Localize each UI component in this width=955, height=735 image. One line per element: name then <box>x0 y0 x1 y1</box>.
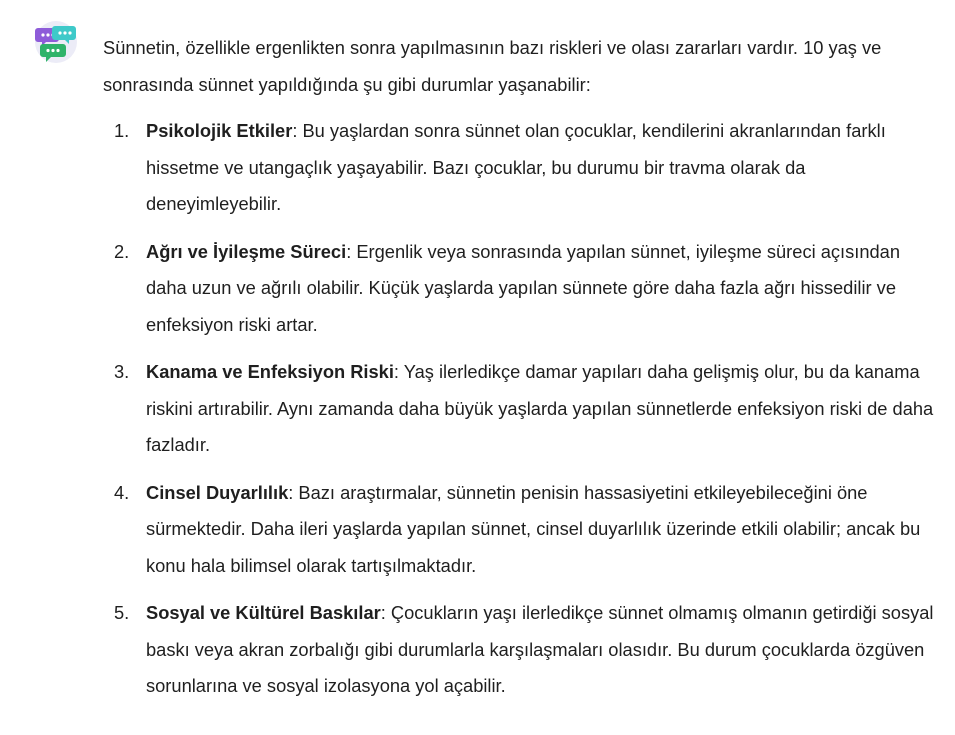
list-item <box>103 595 938 705</box>
list-item-term: Psikolojik Etkiler <box>146 120 293 141</box>
message-content <box>103 30 938 716</box>
list-item-number: 4. <box>114 481 130 503</box>
list-item-term: Cinsel Duyarlılık <box>146 481 289 503</box>
list-item-text: : Bazı araştırmalar, sünnetin penisin hassasiyetini etkileyebileceğini öne sürmektedir. Daha ileri yaşlarda yapılan sünnet, cinsel duyarlılık üzerinde etkili olabilir; ancak bu konu hala bilimsel olarak tartışılmaktadır. <box>146 481 921 576</box>
message-intro: Sünnetin, özellikle ergenlikten sonra yapılmasının bazı riskleri ve olası zararları vardır. 10 yaş ve sonrasında sünnet yapıldığında şu gibi durumlar yaşanabilir: <box>103 37 882 95</box>
list-item-text: : Ergenlik veya sonrasında yapılan sünnet, iyileşme süreci açısından daha uzun ve ağrılı olabilir. Küçük yaşlarda yapılan sünnete göre daha fazla ağrı hissedilir ve enfeksiyon riski artar. <box>146 240 900 335</box>
list-item-number: 5. <box>114 602 130 623</box>
list-item-term: Sosyal ve Kültürel Baskılar <box>146 602 381 623</box>
list-item <box>103 234 938 344</box>
list-item <box>103 113 938 223</box>
chat-bubbles-icon <box>34 20 78 64</box>
list-item-term: Ağrı ve İyileşme Süreci <box>146 240 347 262</box>
list-item-number: 1. <box>114 120 130 141</box>
list-item <box>103 354 938 464</box>
risk-list <box>103 113 938 705</box>
list-item-text: : Yaş ilerledikçe damar yapıları daha gelişmiş olur, bu da kanama riskini artırabilir. Aynı zamanda daha büyük yaşlarda yapılan sünnetlerde enfeksiyon riski de daha fazladır. <box>146 361 934 455</box>
list-item-text: : Çocukların yaşı ilerledikçe sünnet olmamış olmanın getirdiği sosyal baskı veya akran zorbalığı gibi durumlarla karşılaşmaları olasıdır. Bu durum çocuklarda özgüven sorunlarına ve sosyal izolasyona yol açabilir. <box>146 602 934 696</box>
list-item-number: 3. <box>114 361 130 382</box>
list-item-text: : Bu yaşlardan sonra sünnet olan çocuklar, kendilerini akranlarından farklı hissetme ve utangaçlık yaşayabilir. Bazı çocuklar, bu durumu bir travma olarak da deneyimleyebilir. <box>146 120 886 214</box>
list-item-term: Kanama ve Enfeksiyon Riski <box>146 361 394 382</box>
list-item <box>103 475 938 585</box>
list-item-number: 2. <box>114 240 130 262</box>
